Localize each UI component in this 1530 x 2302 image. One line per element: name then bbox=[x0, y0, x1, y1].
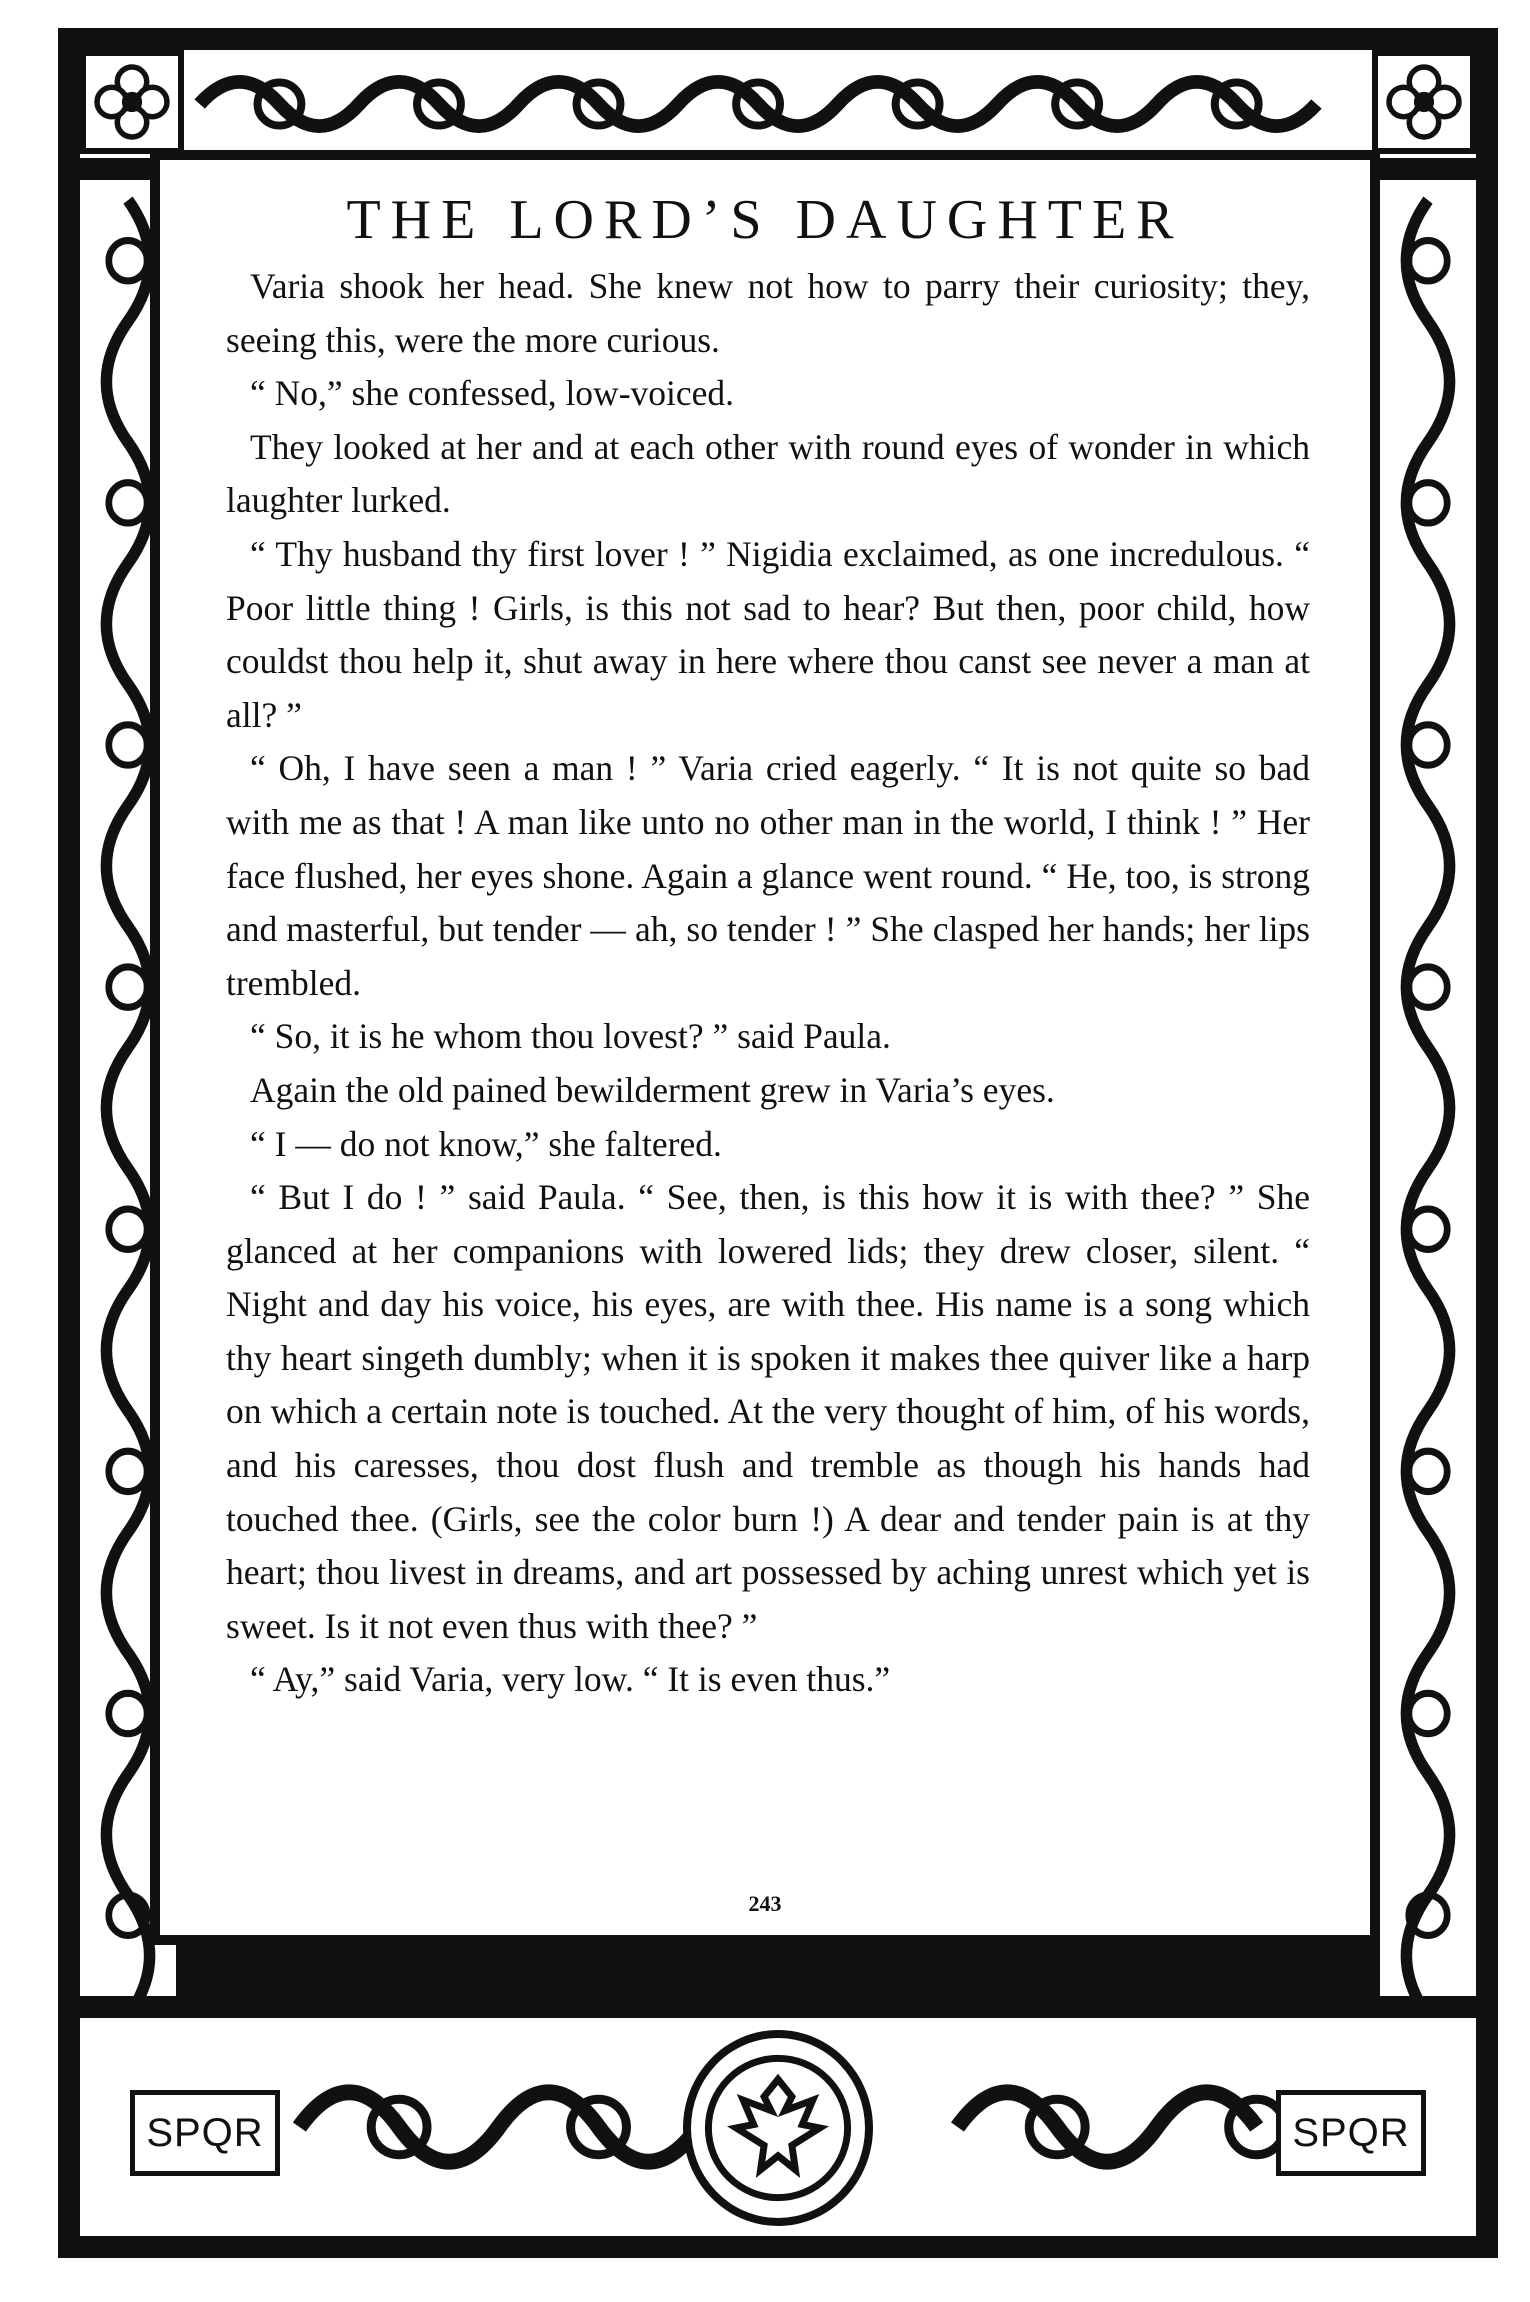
paragraph: They looked at her and at each other with round eyes of wonder in which laughter lurked. bbox=[226, 426, 1310, 521]
page-number: 243 bbox=[748, 1891, 782, 1916]
eagle-icon bbox=[691, 2038, 865, 2218]
plaque-text: SPQR bbox=[1292, 2110, 1410, 2155]
body-text bbox=[226, 260, 1310, 1707]
paragraph: “ So, it is he whom thou lovest? ” said Paula. bbox=[250, 1016, 891, 1057]
paragraph: “ No,” she confessed, low-voiced. bbox=[250, 373, 735, 414]
spqr-plaque-right bbox=[1276, 2090, 1426, 2176]
rosette-icon bbox=[1372, 50, 1476, 154]
scroll-ornament-right bbox=[1380, 180, 1476, 1996]
right-scroll-column bbox=[1374, 174, 1482, 2002]
paragraph: “ I — do not know,” she faltered. bbox=[250, 1123, 722, 1164]
text-panel bbox=[150, 150, 1380, 1945]
rosette-icon bbox=[80, 50, 184, 154]
paragraph: Varia shook her head. She knew not how to parry their curiosity; they, seeing this, were the more curious. bbox=[226, 266, 1310, 360]
paragraph: “ Ay,” said Varia, very low. “ It is even thus.” bbox=[250, 1659, 891, 1700]
page-title: THE LORD’S DAUGHTER bbox=[346, 189, 1184, 251]
eagle-medallion bbox=[683, 2030, 873, 2226]
rosette-icon-right bbox=[1378, 56, 1470, 148]
plaque-text: SPQR bbox=[146, 2110, 264, 2155]
bottom-scroll-band bbox=[74, 2012, 1482, 2242]
paragraph: Again the old pained bewilderment grew in Varia’s eyes. bbox=[250, 1069, 1055, 1110]
rosette-icon-left bbox=[86, 56, 178, 148]
paragraph: “ But I do ! ” said Paula. “ See, then, is this how it is with thee? ” She glanced at her companions with lowered lids; they drew closer, silent. “ Night and day his voice, his eyes, are with thee. His name is a song which thy heart singeth dumbly; when it is spoken it makes thee quiver like a harp on which a certain note is touched. At the very thought of him, of his words, and his caresses, thou dost flush and tremble as though his hands had touched thee. (Girls, see the color burn !) A dear and tender pain is at thy heart; thou livest in dreams, and art possessed by aching unrest which yet is sweet. Is it not even thus with thee? ” bbox=[226, 1177, 1310, 1646]
top-scroll-band bbox=[74, 44, 1482, 164]
paragraph: “ Thy husband thy first lover ! ” Nigidia exclaimed, as one incredulous. “ Poor little thing ! Girls, is this not sad to hear? But then, poor child, how couldst thou help it, shut away in here where thou canst see never a man at all? ” bbox=[226, 533, 1310, 735]
scroll-ornament-top bbox=[80, 50, 1476, 158]
paragraph: “ Oh, I have seen a man ! ” Varia cried eagerly. “ It is not quite so bad with me as that ! A man like unto no other man in the world, I think ! ” Her face flushed, her eyes shone. Again a glance went round. “ He, too, is strong and masterful, but tender — ah, so tender ! ” She clasped her hands; her lips trembled. bbox=[226, 748, 1310, 1003]
spqr-plaque-left bbox=[130, 2090, 280, 2176]
